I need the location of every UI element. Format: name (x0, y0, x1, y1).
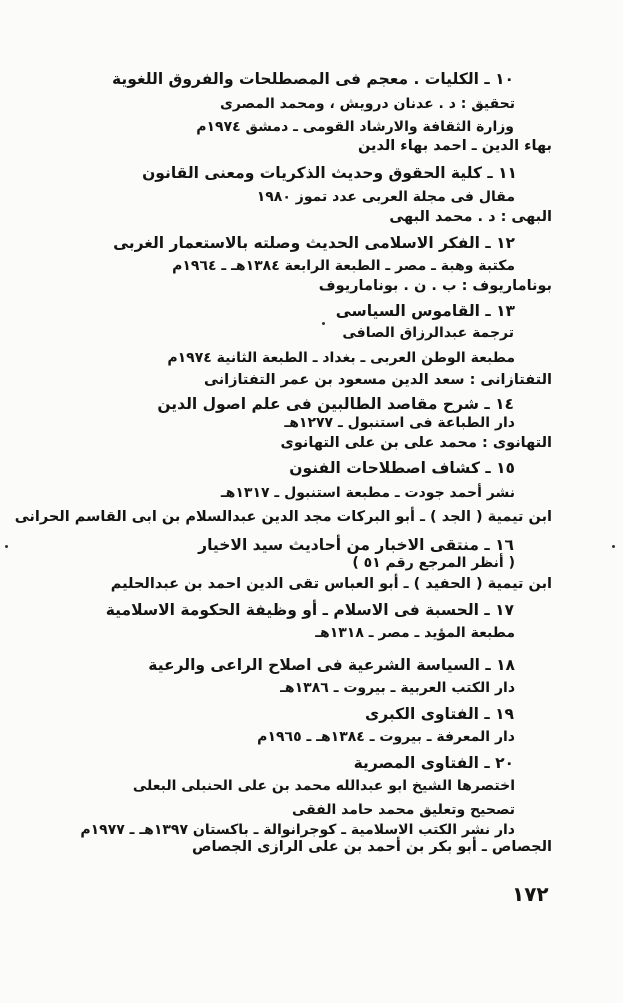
entry-20-publisher: دار نشر الكتب الاسلامية ـ كوجرانوالة ـ باكستان ١٣٩٧هـ ـ ١٩٧٧م (80, 822, 515, 838)
entry-11-publisher: مقال فى مجلة العربى عدد تموز ١٩٨٠ (256, 189, 515, 205)
author-bonamaryov: بوناماريوف : ب . ن . بوناماريوف (318, 278, 552, 294)
page-number: ١٧٢ (512, 882, 549, 906)
entry-13-title: ١٣ ـ القاموس السياسى (335, 302, 515, 320)
entry-20-title: ٢٠ ـ الفتاوى المصرية (353, 754, 514, 772)
entry-12-publisher: مكتبة وهبة ـ مصر ـ الطبعة الرابعة ١٣٨٤هـ ـ ١٩٦٤م (172, 258, 515, 274)
entry-16-note: ( أنظر المرجع رقم ٥١ ) (352, 555, 515, 571)
author-ibn-taymiyya-grandson: ابن تيمية ( الحفيد ) ـ أبو العباس تقى الدين احمد بن عبدالحليم (110, 576, 552, 592)
entry-10-editor: تحقيق : د . عدنان درويش ، ومحمد المصرى (220, 96, 515, 112)
author-al-taftazani: التفتازانى : سعد الدين مسعود بن عمر التفتازانى (204, 372, 552, 388)
author-ibn-taymiyya-grandfather: ابن تيمية ( الجد ) ـ أبو البركات مجد الدين عبدالسلام بن ابى القاسم الحرانى (14, 509, 552, 525)
entry-20-edited-by: تصحيح وتعليق محمد حامد الفقى (291, 802, 515, 818)
entry-19-publisher: دار المعرفة ـ بيروت ـ ١٣٨٤هـ ـ ١٩٦٥م (257, 729, 515, 745)
entry-13-publisher: مطبعة الوطن العربى ـ بغداد ـ الطبعة الثانية ١٩٧٤م (167, 350, 515, 366)
author-bahaa-al-din: بهاء الدين ـ احمد بهاء الدين (357, 138, 552, 154)
author-al-tahanawi: التهانوى : محمد على بن على التهانوى (280, 435, 552, 451)
entry-20-abridged-by: اختصرها الشيخ ابو عبدالله محمد بن على الحنبلى البعلى (132, 778, 515, 794)
scan-speck (612, 545, 615, 548)
entry-14-title: ١٤ ـ شرح مقاصد الطالبين فى علم اصول الدين (157, 395, 514, 413)
entry-17-title: ١٧ ـ الحسبة فى الاسلام ـ أو وظيفة الحكومة الاسلامية (105, 601, 514, 619)
entry-16-title: ١٦ ـ منتقى الاخبار من أحاديث سيد الاخيار (198, 536, 514, 554)
entry-13-translator: ترجمة عبدالرزاق الصافى (342, 325, 514, 341)
author-al-bahi: البهى : د . محمد البهى (389, 209, 552, 225)
stray-mark (322, 322, 325, 325)
entry-12-title: ١٢ ـ الفكر الاسلامى الحديث وصلته بالاستعمار الغربى (113, 234, 515, 252)
entry-17-publisher: مطبعة المؤيد ـ مصر ـ ١٣١٨هـ (315, 625, 515, 641)
entry-18-title: ١٨ ـ السياسة الشرعية فى اصلاح الراعى والرعية (148, 656, 515, 674)
entry-19-title: ١٩ ـ الفتاوى الكبرى (364, 705, 514, 723)
entry-15-title: ١٥ ـ كشاف اصطلاحات الفنون (289, 459, 515, 477)
entry-14-publisher: دار الطباعة فى استنبول ـ ١٢٧٧هـ (284, 415, 515, 431)
scan-speck (5, 545, 8, 548)
entry-10-publisher: وزارة الثقافة والارشاد القومى ـ دمشق ١٩٧٤م (196, 119, 514, 135)
entry-10-title: ١٠ ـ الكليات . معجم فى المصطلحات والفروق اللغوية (112, 70, 514, 88)
entry-15-publisher: نشر أحمد جودت ـ مطبعة استنبول ـ ١٣١٧هـ (220, 485, 515, 501)
author-al-jassas: الجصاص ـ أبو بكر بن أحمد بن على الرازى الجصاص (191, 839, 552, 855)
entry-18-publisher: دار الكتب العربية ـ بيروت ـ ١٣٨٦هـ (280, 680, 515, 696)
entry-11-title: ١١ ـ كلية الحقوق وحديث الذكريات ومعنى القانون (142, 164, 517, 182)
